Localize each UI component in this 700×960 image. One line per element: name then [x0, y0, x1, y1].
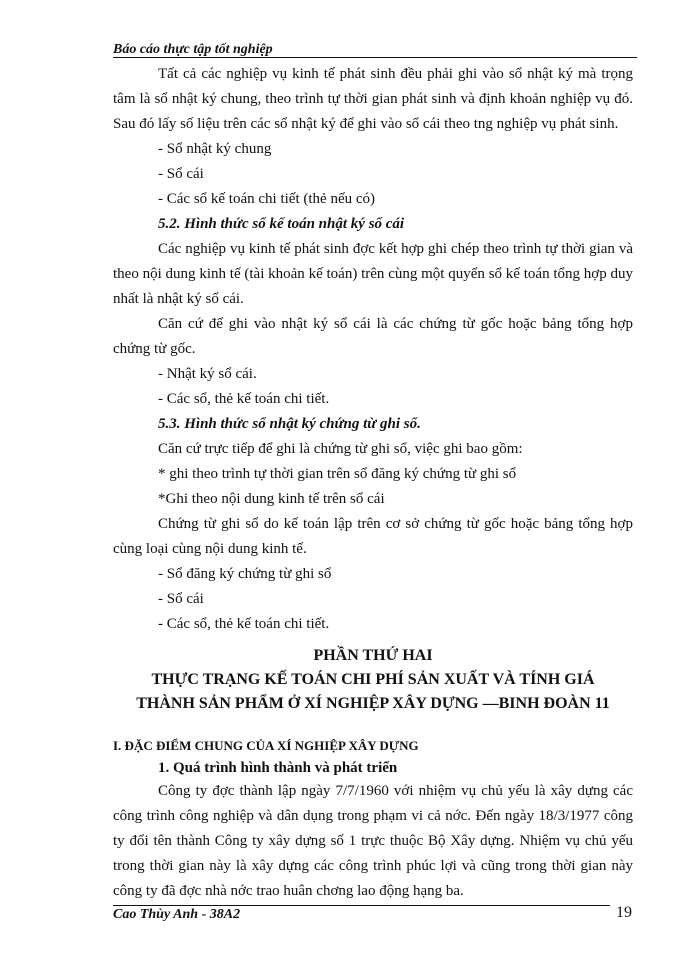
list-item: - Sổ cái [158, 591, 204, 607]
paragraph-1: Tất cả các nghiệp vụ kinh tế phát sinh đều phải ghi vào sổ nhật ký mà trọng tâm là sổ nhật ký chung, theo trình tự thời gian phát sinh và định khoản nghiệp vụ đó. Sau đó lấy số liệu trên các sổ nhật ký để ghi vào sổ cái theo tng nghiệp vụ phát sinh. [113, 66, 633, 132]
heading-5-2: 5.2. Hình thức sổ kế toán nhật ký sổ cái [158, 216, 405, 232]
list-item: - Sổ nhật ký chung [158, 141, 272, 157]
list-item: - Sổ đăng ký chứng từ ghi sổ [158, 566, 332, 582]
part-subtitle-line-1: THỰC TRẠNG KẾ TOÁN CHI PHÍ SẢN XUẤT VÀ TÍNH GIÁ [151, 671, 595, 688]
page-body [113, 62, 633, 904]
paragraph-2: Các nghiệp vụ kinh tế phát sinh đợc kết hợp ghi chép theo trình tự thời gian và theo nội dung kinh tế (tài khoản kế toán) trên cùng một quyển sổ kế toán tổng hợp duy nhất là nhật ký sổ cái. [113, 241, 633, 307]
list-item: - Nhật ký sổ cái. [158, 366, 257, 382]
list-item: * ghi theo trình tự thời gian trên sổ đăng ký chứng từ ghi sổ [158, 466, 517, 482]
part-subtitle-line-2: THÀNH SẢN PHẨM Ở XÍ NGHIỆP XÂY DỰNG —BINH ĐOÀN 11 [136, 695, 610, 712]
list-item: *Ghi theo nội dung kinh tế trên sổ cái [158, 491, 385, 507]
header-title: Báo cáo thực tập tốt nghiệp [113, 42, 273, 57]
paragraph-4: Căn cứ trực tiếp để ghi là chứng từ ghi sổ, việc ghi bao gồm: [158, 441, 523, 457]
header-rule [113, 57, 637, 58]
footer-rule [113, 905, 610, 906]
subsection-heading-1: 1. Quá trình hình thành và phát triển [158, 760, 398, 776]
list-item: - Sổ cái [158, 166, 204, 182]
footer-author: Cao Thùy Anh - 38A2 [113, 907, 241, 922]
page-number: 19 [616, 904, 632, 921]
paragraph-3: Căn cứ để ghi vào nhật ký sổ cái là các chứng từ gốc hoặc bảng tổng hợp chứng từ gốc. [113, 316, 633, 357]
part-title: PHẦN THỨ HAI [313, 647, 433, 664]
list-item: - Các sổ, thẻ kế toán chi tiết. [158, 616, 330, 632]
section-heading-I: I. ĐẶC ĐIỂM CHUNG CỦA XÍ NGHIỆP XÂY DỰNG [113, 738, 419, 753]
list-item: - Các sổ kế toán chi tiết (thẻ nếu có) [158, 191, 376, 207]
list-item: - Các sổ, thẻ kế toán chi tiết. [158, 391, 330, 407]
paragraph-5: Chứng từ ghi sổ do kế toán lập trên cơ sở chứng từ gốc hoặc bảng tổng hợp cùng loại cùng nội dung kinh tế. [113, 516, 633, 557]
paragraph-6: Công ty đợc thành lập ngày 7/7/1960 với nhiệm vụ chủ yếu là xây dựng các công trình công nghiệp và dân dụng trong phạm vi cả nớc. Đến ngày 18/3/1977 công ty đổi tên thành Công ty xây dựng số 1 trực thuộc Bộ Xây dựng. Nhiệm vụ chủ yếu trong thời gian này là xây dựng các công trình phúc lợi và cũng trong thời gian này công ty đã đợc nhà nớc trao huân chơng lao động hạng ba. [113, 783, 633, 899]
heading-5-3: 5.3. Hình thức sổ nhật ký chứng từ ghi sổ. [158, 416, 421, 432]
